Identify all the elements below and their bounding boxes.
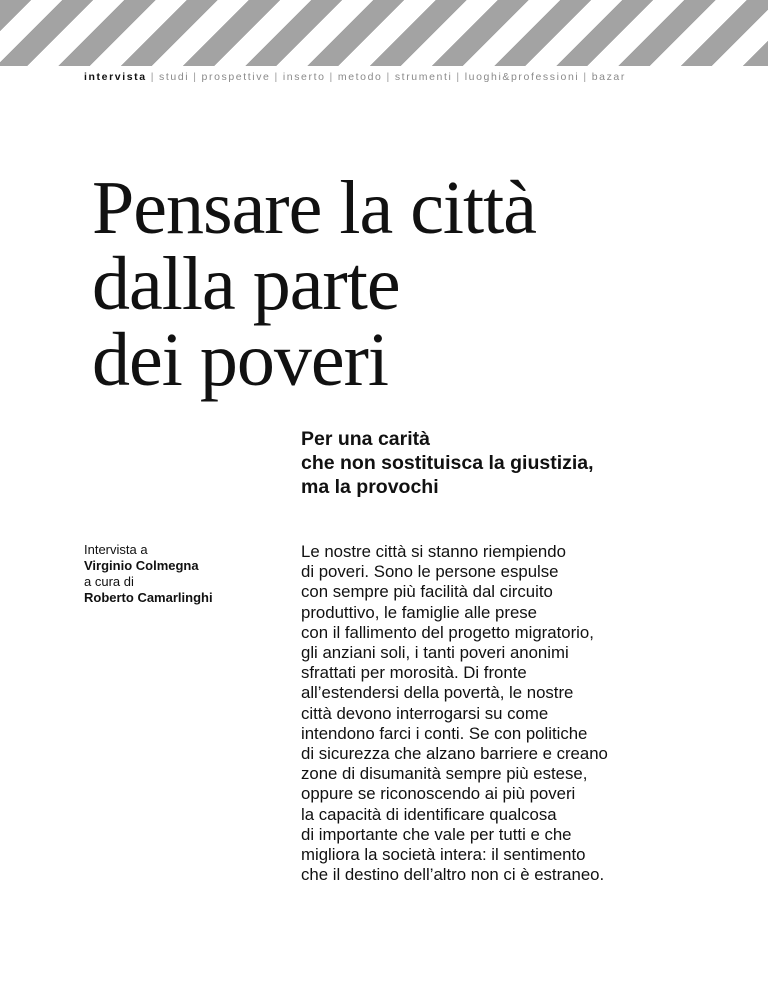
- nav-item-intervista[interactable]: intervista: [84, 71, 147, 83]
- subtitle-line: ma la provochi: [301, 476, 439, 498]
- lead-line: produttivo, le famiglie alle prese: [301, 602, 537, 622]
- lead-line: con il fallimento del progetto migratorio,: [301, 622, 594, 642]
- lead-line: di sicurezza che alzano barriere e creano: [301, 744, 608, 764]
- nav-item-inserto[interactable]: inserto: [282, 71, 326, 83]
- title-line: dalla parte: [92, 242, 400, 326]
- nav-item-prospettive[interactable]: prospettive: [201, 71, 271, 83]
- nav-item-strumenti[interactable]: strumenti: [394, 71, 453, 83]
- lead-line: intendono farci i conti. Se con politiche: [301, 723, 588, 743]
- nav-separator: |: [150, 71, 156, 83]
- title-line: dei poveri: [92, 318, 389, 402]
- nav-separator: |: [193, 71, 198, 83]
- nav-separator: |: [456, 71, 461, 83]
- lead-line: di poveri. Sono le persone espulse: [301, 562, 559, 582]
- nav-separator: |: [583, 71, 588, 83]
- lead-line: con sempre più facilità dal circuito: [301, 582, 553, 602]
- nav-item-studi[interactable]: studi: [159, 71, 190, 83]
- lead-line: gli anziani soli, i tanti poveri anonimi: [301, 643, 569, 663]
- article-subtitle: [301, 427, 594, 499]
- lead-line: che il destino dell’altro non ci è estraneo.: [301, 865, 605, 885]
- lead-line: la capacità di identificare qualcosa: [301, 804, 557, 824]
- subtitle-line: Per una carità: [301, 428, 430, 450]
- nav-item-luoghi-professioni[interactable]: luoghi&professioni: [464, 71, 580, 83]
- nav-item-metodo[interactable]: metodo: [337, 71, 383, 83]
- lead-line: all’estendersi della povertà, le nostre: [301, 683, 574, 703]
- lead-line: Le nostre città si stanno riempiendo: [301, 542, 566, 561]
- editor-name: Roberto Camarlinghi: [84, 590, 213, 605]
- editor-label: a cura di: [84, 574, 134, 589]
- nav-item-bazar[interactable]: bazar: [591, 71, 626, 83]
- article-lead: [301, 542, 608, 885]
- interviewee-name: Virginio Colmegna: [84, 558, 199, 573]
- lead-line: di importante che vale per tutti e che: [301, 824, 572, 844]
- lead-line: migliora la società intera: il sentimento: [301, 845, 586, 865]
- interview-label: Intervista a: [84, 542, 148, 557]
- lead-line: sfrattati per morosità. Di fronte: [301, 663, 527, 683]
- section-nav: [84, 71, 728, 83]
- lead-line: zone di disumanità sempre più estese,: [301, 764, 588, 784]
- nav-separator: |: [329, 71, 334, 83]
- title-line: Pensare la città: [92, 166, 537, 250]
- article-title: [92, 166, 537, 402]
- lead-line: oppure se riconoscendo ai più poveri: [301, 784, 576, 804]
- article-credits: [84, 542, 213, 606]
- lead-line: città devono interrogarsi su come: [301, 703, 549, 723]
- header-stripe-band: [0, 0, 768, 66]
- nav-separator: |: [274, 71, 279, 83]
- subtitle-line: che non sostituisca la giustizia,: [301, 452, 594, 474]
- nav-separator: |: [386, 71, 391, 83]
